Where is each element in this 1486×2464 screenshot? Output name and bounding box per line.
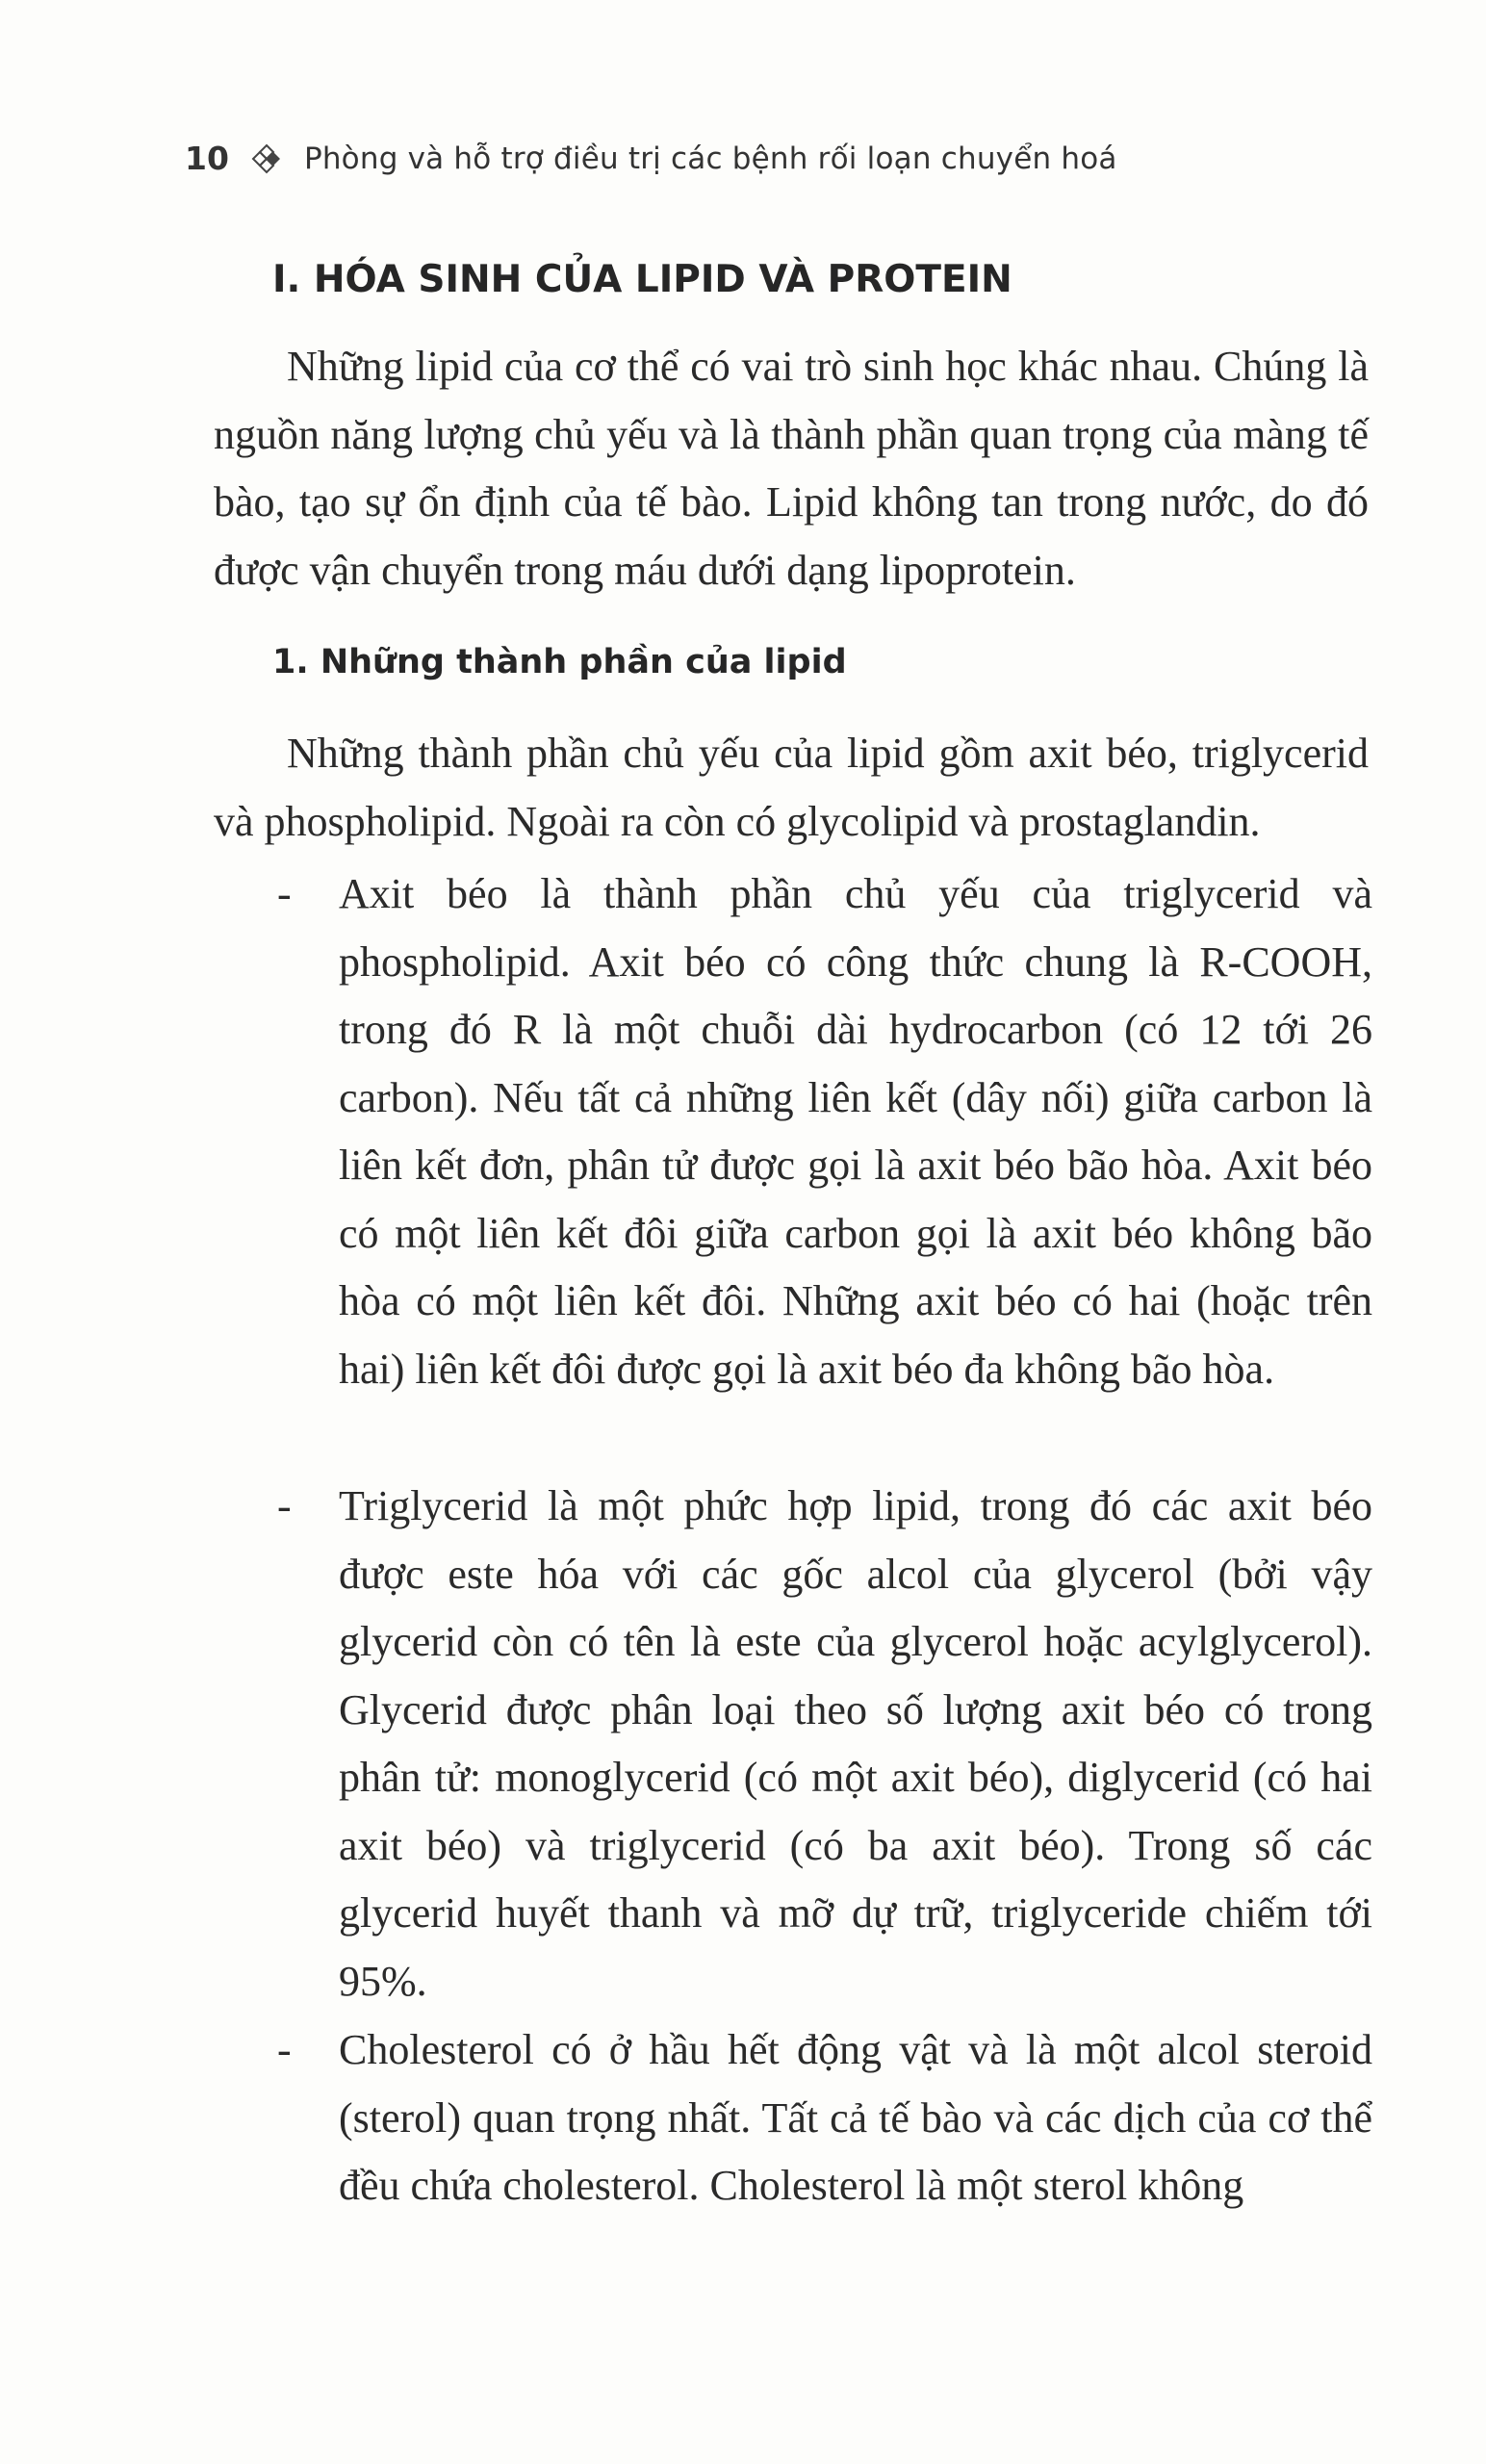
running-header xyxy=(185,140,1117,177)
section-heading: I. HÓA SINH CỦA LIPID VÀ PROTEIN xyxy=(272,258,1012,301)
bullet-dash: - xyxy=(277,1482,292,1529)
subsection-intro-paragraph: Những thành phần chủ yếu của lipid gồm axit béo, triglycerid và phospholipid. Ngoài ra còn có glycolipid và prostaglandin. xyxy=(214,730,1369,845)
bullet-text: Triglycerid là một phức hợp lipid, trong đó các axit béo được este hóa với các gốc alcol của glycerol (bởi vậy glycerid còn có tên là este của glycerol hoặc acylglycerol). Glycerid được phân loại theo số lượng axit béo có trong phân tử: monoglycerid (có một axit béo), diglycerid (có hai axit béo) và triglycerid (có ba axit béo). Trong số các glycerid huyết thanh và mỡ dự trữ, triglyceride chiếm tới 95%. xyxy=(339,1482,1372,2005)
page-number: 10 xyxy=(185,140,229,177)
bullet-dash: - xyxy=(277,870,292,917)
subsection-heading: 1. Những thành phần của lipid xyxy=(272,643,847,681)
bullet-text: Cholesterol có ở hầu hết động vật và là một alcol steroid (sterol) quan trọng nhất. Tất cả tế bào và các dịch của cơ thể đều chứa cholesterol. Cholesterol là một sterol không xyxy=(339,2026,1372,2209)
bullet-text: Axit béo là thành phần chủ yếu của triglycerid và phospholipid. Axit béo có công thức chung là R-COOH, trong đó R là một chuỗi dài hydrocarbon (có 12 tới 26 carbon). Nếu tất cả những liên kết (dây nối) giữa carbon là liên kết đơn, phân tử được gọi là axit béo bão hòa. Axit béo có một liên kết đôi giữa carbon gọi là axit béo không bão hòa có một liên kết đôi. Những axit béo có hai (hoặc trên hai) liên kết đôi được gọi là axit béo đa không bão hòa. xyxy=(339,870,1372,1393)
running-header-title: Phòng và hỗ trợ điều trị các bệnh rối loạn chuyển hoá xyxy=(303,141,1117,176)
section-intro-paragraph: Những lipid của cơ thể có vai trò sinh học khác nhau. Chúng là nguồn năng lượng chủ yếu và là thành phần quan trọng của màng tế bào, tạo sự ổn định của tế bào. Lipid không tan trong nước, do đó được vận chuyển trong máu dưới dạng lipoprotein. xyxy=(214,343,1369,594)
diamond-ornament-icon xyxy=(250,142,283,175)
bullet-dash: - xyxy=(277,2026,292,2073)
